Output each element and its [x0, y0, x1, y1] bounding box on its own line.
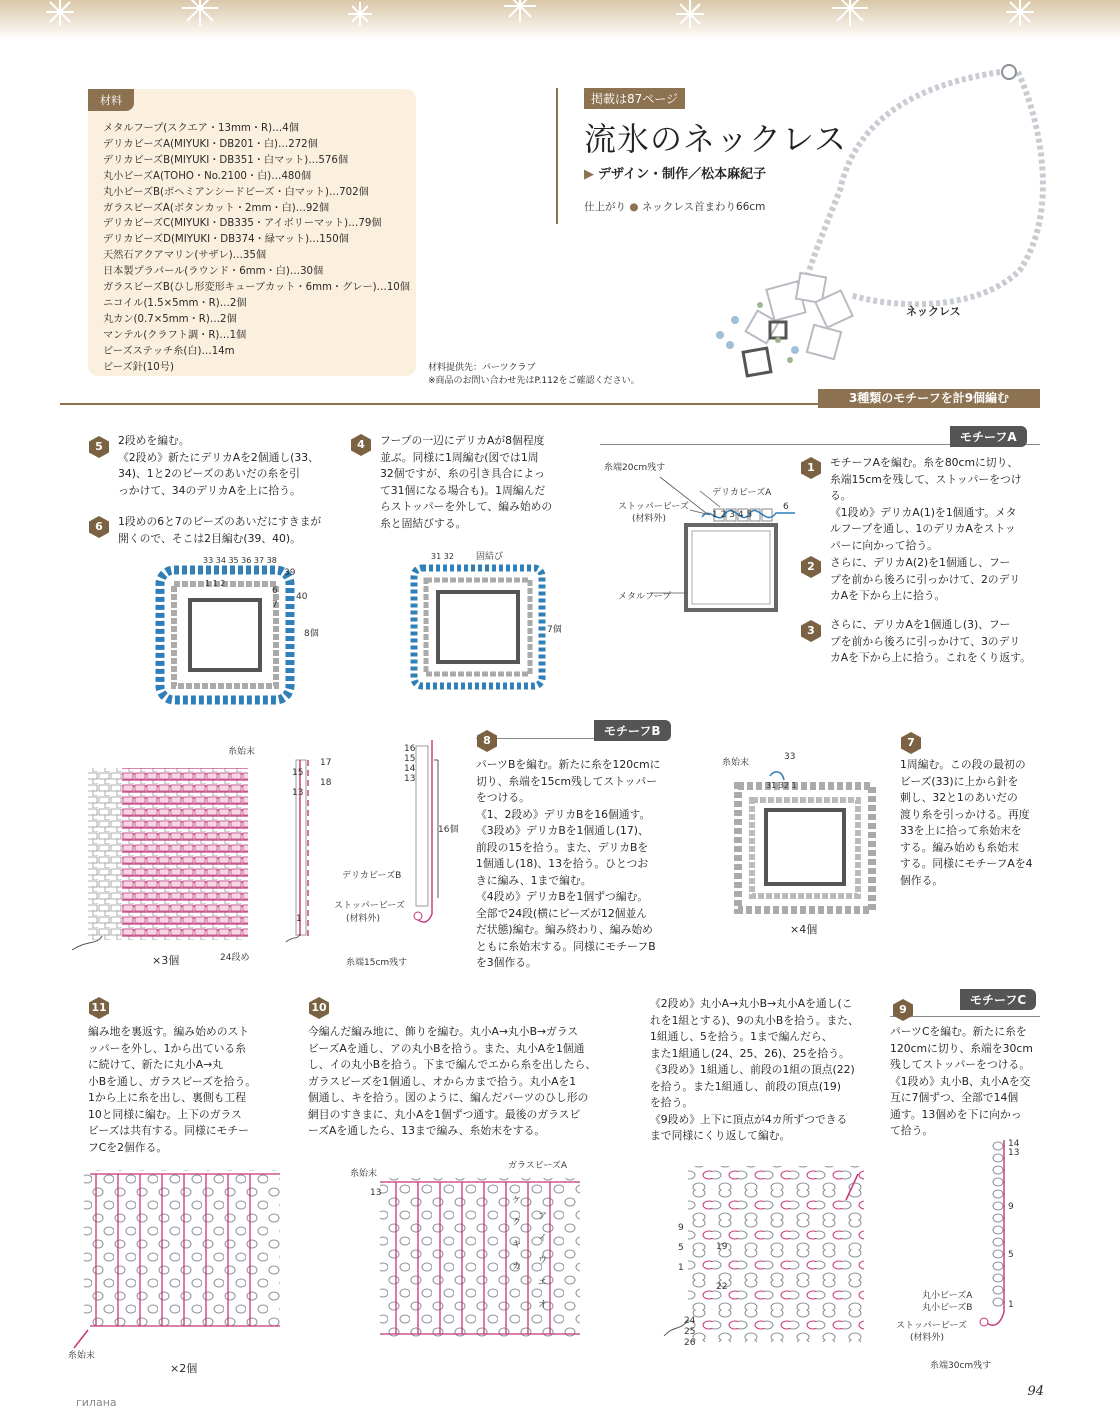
step-1-text: [830, 455, 1040, 554]
step-line: さらに、デリカAを1個通し(3)、フー: [830, 618, 1011, 631]
label-c-1: 1: [1008, 1300, 1014, 1310]
label-13: 13: [292, 788, 304, 798]
material-item: ビーズステッチ糸(白)…14m: [103, 345, 235, 357]
step-line: 通す。13個めを下に向かっ: [890, 1107, 1022, 1121]
step-line: まで同様にくり返して編む。: [650, 1129, 791, 1142]
necklace-photo-label: ネックレス: [906, 305, 961, 318]
motif-b-tag: モチーフB: [594, 720, 671, 741]
seq-num: 4: [737, 510, 744, 520]
step-line: プを前から後ろに引っかけて、2のデリ: [830, 572, 1021, 586]
material-item: マンテル(クラフト調・R)…1個: [103, 329, 247, 341]
step-line: モチーフAを編む。糸を80cmに切り、: [830, 456, 1019, 469]
step-line: フCを2個作る。: [88, 1140, 168, 1154]
material-item: 日本製プラパール(ラウンド・6mm・白)…30個: [103, 266, 324, 278]
finish-label: 仕上がり: [584, 201, 626, 213]
step-line: を3個作る。: [476, 956, 537, 969]
step-line: 120cmに切り、糸端を30cm: [890, 1041, 1033, 1055]
step-line: に続けて、新たに丸小A→丸: [88, 1058, 223, 1071]
label-40: 40: [296, 592, 308, 602]
material-item: デリカビーズB(MIYUKI・DB351・白マット)…576個: [103, 154, 349, 166]
label-maru-a: 丸小ビーズA: [922, 1291, 973, 1301]
step-line: 開くので、そこは2目編む(39、40)。: [118, 531, 301, 545]
step-line: 前段の15を拾う。また、デリカBを: [476, 840, 649, 854]
step-9-text: [890, 1024, 1050, 1140]
kana-label: オ: [538, 1300, 548, 1310]
step-line: 網目のすきまに、丸小Aを1個ずつ通す。最後のガラスビ: [308, 1107, 581, 1121]
step-line: らストッパーを外して、編み始めの: [380, 500, 553, 513]
step-line: 糸と固結びする。: [380, 516, 467, 530]
label-24-rows: 24段め: [220, 953, 250, 963]
page-title: 流氷のネックレス: [584, 120, 848, 158]
material-item: ガラスビーズB(ひし形変形キューブカット・6mm・グレー)…10個: [103, 282, 410, 294]
step-line: 残してストッパーをつける。: [890, 1058, 1031, 1071]
material-item: ガラスビーズA(ボタンカット・2mm・白)…92個: [103, 202, 330, 214]
step-line: 糸端15cmを残して、ストッパーをつける。: [830, 472, 1022, 502]
label-18: 18: [320, 778, 332, 788]
label-1-b: 1: [296, 914, 302, 924]
step-9-continued-text: [650, 996, 880, 1145]
step-6-text: [118, 514, 358, 547]
label-c-5: 5: [1008, 1250, 1014, 1260]
triangle-icon: ▶: [584, 167, 594, 182]
label-delica-b: デリカビーズB: [342, 871, 402, 881]
step-line: 《2段め》丸小A→丸小B→丸小Aを通し(こ: [650, 997, 853, 1010]
step-line: を拾う。: [650, 1096, 694, 1109]
step-number: 1: [807, 461, 815, 474]
label-31-32-1: 31 32 1: [766, 781, 797, 790]
step-line: カAを下から上に拾う。: [830, 589, 946, 602]
step-8-text: [476, 757, 686, 972]
material-item: メタルフープ(スクエア・13mm・R)…4個: [103, 123, 299, 134]
seq-num: 3: [729, 510, 735, 520]
label-katakana: [538, 1206, 547, 1316]
step-line: 《1段め》デリカA(1)を1個通す。メタ: [830, 505, 1017, 519]
label-stopper-note-b: (材料外): [346, 914, 381, 924]
label-8-count: 8個: [304, 629, 319, 639]
label-thread-15: 糸端15cm残す: [346, 958, 408, 968]
step-6-badge: [88, 516, 110, 538]
finish-value: ネックレス首まわり66cm: [641, 201, 766, 213]
necklace-photo: [700, 60, 1080, 400]
step-3-text: [830, 617, 1040, 667]
label-thread-30: 糸端30cm残す: [930, 1361, 992, 1371]
step-line: フープの一辺にデリカAが8個程度: [380, 434, 545, 447]
label-times-4: ×4個: [790, 923, 818, 936]
step-line: 渡り糸を引っかける。再度: [900, 807, 1030, 821]
section-banner: 3種類のモチーフを計9個編む: [818, 389, 1040, 408]
label-mesh-24-26: [684, 1316, 695, 1349]
seq-num: 13: [404, 774, 416, 784]
label-13-c: 13: [370, 1188, 382, 1198]
label-stopper-c: ストッパービーズ: [896, 1321, 967, 1331]
label-times-3: ×3個: [152, 954, 180, 967]
step-10-badge: [308, 997, 330, 1019]
step-line: 《4段め》デリカBを1個ずつ編む。: [476, 890, 649, 903]
label-stopper-note: (材料外): [632, 514, 667, 524]
motif-b-row3-diagram: [282, 756, 322, 946]
label-thread-end-a: 糸始末: [722, 758, 750, 768]
step-9-badge: [892, 999, 914, 1021]
seq-num: 2: [720, 510, 727, 520]
label-7-count: 7個: [547, 625, 562, 635]
label-15: 15: [292, 768, 304, 778]
material-item: 丸小ビーズA(TOHO・No.2100・白)…480個: [103, 170, 312, 182]
step-line: っかけて、34のデリカAを上に拾う。: [118, 483, 301, 497]
c-num: 14: [1008, 1139, 1020, 1149]
label-metal-hoop: メタルフープ: [618, 592, 672, 602]
motif-a-finished-diagram: [730, 770, 880, 915]
step-line: 互に7個ずつ、全部で14個: [890, 1091, 1019, 1104]
step-line: 刺し、32と1のあいだの: [900, 791, 1018, 804]
snowflake-header-band: [0, 0, 1120, 40]
kana-label: ケ: [512, 1196, 522, 1206]
step-number: 9: [899, 1003, 907, 1016]
material-item: デリカビーズD(MIYUKI・DB374・緑マット)…150個: [103, 234, 349, 246]
step-line: 全部で24段(横にビーズが12個並ん: [476, 906, 648, 920]
label-nums-1-2: 1 1 2: [205, 579, 226, 588]
seq-num: 5: [746, 510, 753, 520]
page-ref-badge: 掲載は87ページ: [584, 88, 685, 109]
motif-c-decoration-diagram: [366, 1170, 596, 1350]
label-c-9: 9: [1008, 1202, 1014, 1212]
step-number: 2: [807, 560, 815, 573]
label-mesh-19: 19: [716, 1242, 728, 1252]
bullet-icon: ●: [629, 201, 639, 213]
step-number: 6: [95, 520, 103, 533]
label-thread-end-b: 糸始末: [228, 747, 256, 757]
step-line: をつける。: [476, 791, 530, 804]
step-number: 11: [91, 1001, 107, 1014]
label-thread-end-c2: 糸始末: [350, 1169, 378, 1179]
label-nums-33-38: 33 34 35 36 37 38: [203, 556, 277, 565]
material-item: 丸カン(0.7×5mm・R)…2個: [103, 313, 237, 325]
label-mesh-nums: [678, 1218, 684, 1278]
step-line: 《3段め》1組通し、前段の1組の頂点(22): [650, 1063, 855, 1076]
label-39: 39: [284, 568, 296, 578]
step-11-badge: [88, 997, 110, 1019]
label-glass-a: ガラスビーズA: [508, 1161, 568, 1171]
step-line: 2段めを編む。: [118, 434, 190, 447]
seq-num: 14: [404, 764, 416, 774]
step-7-badge: [900, 732, 922, 754]
step-1-badge: [800, 457, 822, 479]
step-8-badge: [476, 730, 498, 752]
step-line: 《9段め》上下に頂点が4カ所ずつできる: [650, 1112, 848, 1126]
kana-label: カ: [512, 1262, 522, 1272]
step-line: て31個になる場合も)。1周編んだ: [380, 483, 546, 497]
step-number: 4: [357, 438, 365, 451]
label-katakana-2: [512, 1190, 521, 1278]
material-item: ニコイル(1.5×5mm・R)…2個: [103, 297, 247, 309]
step-2-badge: [800, 556, 822, 578]
motif-c-row1-diagram: [970, 1136, 1020, 1356]
label-times-2: ×2個: [170, 1362, 198, 1375]
label-seq-6: 6: [783, 502, 789, 512]
motif-c-tag: モチーフC: [960, 989, 1036, 1010]
step-line: パーツBを編む。新たに糸を120cmに: [476, 758, 661, 771]
designer-text: デザイン・制作／松本麻紀子: [598, 167, 767, 182]
material-item: ビーズ針(10号): [103, 361, 174, 373]
c-num: 13: [1008, 1148, 1020, 1158]
step-line: 《3段め》デリカBを1個通し(17)、: [476, 824, 649, 837]
material-item: 丸小ビーズB(ボヘミアンシードビーズ・白マット)…702個: [103, 186, 369, 198]
label-thread-end-c1: 糸始末: [68, 1351, 96, 1361]
step-line: 33を上に拾って糸始末を: [900, 824, 1022, 837]
mesh-num: 25: [684, 1327, 696, 1337]
motif-c-back-diagram: [70, 1160, 290, 1350]
step-4-text: [380, 433, 580, 532]
step-line: を拾う。また1組通し、前段の頂点(19): [650, 1079, 841, 1093]
kana-label: エ: [538, 1278, 548, 1288]
motif-a-round1-diagram: [408, 562, 548, 692]
step-line: 並ぶ。同様に1周編む(図では1周: [380, 450, 539, 464]
kana-label: イ: [538, 1234, 548, 1244]
mesh-num: 1: [678, 1263, 684, 1273]
step-line: 《1、2段め》デリカBを16個通す。: [476, 807, 651, 821]
motif-a-tag: モチーフA: [950, 426, 1027, 447]
step-11-text: [88, 1024, 288, 1156]
label-tie: 固結び: [476, 552, 504, 562]
step-10-text: [308, 1024, 638, 1140]
step-line: 今編んだ編み地に、飾りを編む。丸小A→丸小B→ガラス: [308, 1025, 579, 1038]
step-line: ーズAを通したら、13まで編み、糸始末をする。: [308, 1124, 546, 1137]
step-line: ビーズ(33)に上から針を: [900, 774, 1019, 788]
step-5-badge: [88, 436, 110, 458]
step-line: て拾う。: [890, 1124, 934, 1137]
step-line: 《2段め》新たにデリカAを2個通し(33、: [118, 450, 319, 464]
step-line: 小Bを通し、ガラスビーズを拾う。: [88, 1074, 257, 1088]
label-16-count: 16個: [438, 825, 459, 835]
step-line: ッパーを外し、1から出ている糸: [88, 1041, 247, 1055]
step-line: 切り、糸端を15cm残してストッパー: [476, 774, 658, 788]
step-5-text: [118, 433, 348, 499]
step-line: 1個通し(18)、13を拾う。ひとつお: [476, 857, 649, 870]
step-3-badge: [800, 620, 822, 642]
step-number: 3: [807, 624, 815, 637]
step-line: れを1組とする)、9の丸小Bを拾う。また、: [650, 1013, 859, 1027]
label-17: 17: [320, 758, 332, 768]
kana-label: ア: [538, 1212, 548, 1222]
page-number: 94: [1027, 1384, 1044, 1399]
step-line: 《1段め》丸小B、丸小Aを交: [890, 1074, 1031, 1088]
kana-label: ク: [512, 1218, 522, 1228]
step-line: 32個ですが、糸の引き具合によっ: [380, 467, 545, 480]
label-7: 7: [272, 600, 278, 610]
step-line: する。編み始めも糸始末: [900, 840, 1019, 854]
label-thread-20: 糸端20cm残す: [604, 463, 666, 473]
label-seq-16-13: [404, 744, 415, 784]
step-line: パーツCを編む。新たに糸を: [890, 1025, 1027, 1038]
label-c-14-13: [1008, 1140, 1019, 1158]
label-stopper-note-c: (材料外): [910, 1333, 945, 1343]
step-line: だ状態)編む。編み終わり、編み始め: [476, 923, 653, 936]
step-line: 1周編む。この段の最初の: [900, 758, 1026, 771]
step-line: ビーズAを通し、アの丸小Bを拾う。また、丸小Aを1個通: [308, 1041, 585, 1055]
label-delica-a: デリカビーズA: [712, 488, 772, 498]
step-number: 7: [907, 736, 915, 749]
materials-tag: 材料: [88, 89, 134, 111]
step-line: また1組通し(24、25、26)、25を拾う。: [650, 1046, 850, 1060]
inquiry-note: ※商品のお問い合わせ先はP.112をご確認ください。: [428, 376, 640, 386]
kana-label: キ: [512, 1240, 522, 1250]
label-stopper-b: ストッパービーズ: [334, 901, 405, 911]
step-number: 8: [483, 734, 491, 747]
label-mesh-22: 22: [716, 1282, 728, 1292]
seq-num: 1: [712, 510, 718, 520]
title-divider: [556, 88, 558, 224]
step-line: さらに、デリカA(2)を1個通し、フー: [830, 556, 1011, 569]
step-line: パーに向かって拾う。: [830, 538, 938, 552]
materials-list: [103, 121, 413, 376]
step-line: し、イの丸小Bを拾う。下まで編んでエから糸を出したら、: [308, 1058, 597, 1071]
label-stopper: ストッパービーズ: [618, 502, 689, 512]
motif-b-panel-diagram: [62, 760, 262, 960]
label-6: 6: [272, 586, 278, 596]
seq-num: 16: [404, 744, 416, 754]
label-33: 33: [784, 752, 796, 762]
step-number: 5: [95, 440, 103, 453]
material-item: デリカビーズC(MIYUKI・DB335・アイボリーマット)…79個: [103, 218, 382, 230]
seq-num: 15: [404, 754, 416, 764]
step-line: 個通し、キを拾う。図のように、編んだパーツのひし形の: [308, 1091, 589, 1104]
step-4-badge: [350, 434, 372, 456]
step-2-text: [830, 555, 1040, 605]
mesh-num: 9: [678, 1223, 684, 1233]
step-line: ルフープを通し、1のデリカAをストッ: [830, 522, 1016, 535]
step-line: プを前から後ろに引っかけて、3のデリ: [830, 634, 1021, 648]
step-7-text: [900, 757, 1050, 889]
step-line: 1組通し、5を拾う。1まで編んだら、: [650, 1030, 833, 1043]
step-line: 1段めの6と7のビーズのあいだにすきまが: [118, 515, 322, 528]
mesh-num: 24: [684, 1316, 696, 1326]
step-line: ガラスビーズを1個通し、オからカまで拾う。丸小Aを1: [308, 1074, 577, 1088]
material-item: デリカビーズA(MIYUKI・DB201・白)…272個: [103, 138, 318, 150]
step-line: 1から上に糸を出し、裏側も工程: [88, 1091, 247, 1104]
mesh-num: 5: [678, 1243, 684, 1253]
step-line: 10と同様に編む。上下のガラス: [88, 1107, 242, 1121]
step-line: きに編み、1まで編む。: [476, 873, 592, 887]
step-line: ビーズは共有する。同様にモチー: [88, 1124, 249, 1137]
label-seq-1-5: [712, 510, 752, 520]
supplier-note: 材料提供先：パーツクラブ: [428, 363, 536, 373]
label-maru-b: 丸小ビーズB: [922, 1303, 973, 1313]
step-line: カAを下から上に拾う。これをくり返す。: [830, 651, 1031, 664]
step-line: 個作る。: [900, 873, 944, 887]
step-number: 10: [311, 1001, 327, 1014]
step-line: 編み地を裏返す。編み始めのスト: [88, 1025, 250, 1038]
step-line: 34)、1と2のビーズのあいだの糸を引: [118, 467, 300, 480]
material-item: 天然石アクアマリン(サザレ)…35個: [103, 250, 267, 262]
step-line: ともに糸始末する。同様にモチーフB: [476, 939, 656, 953]
label-31-32: 31 32: [431, 552, 454, 561]
mesh-num: 26: [684, 1338, 696, 1348]
kana-label: ウ: [538, 1256, 548, 1266]
step-line: する。同様にモチーフAを4: [900, 857, 1033, 870]
footer-watermark: гилана: [76, 1396, 117, 1409]
